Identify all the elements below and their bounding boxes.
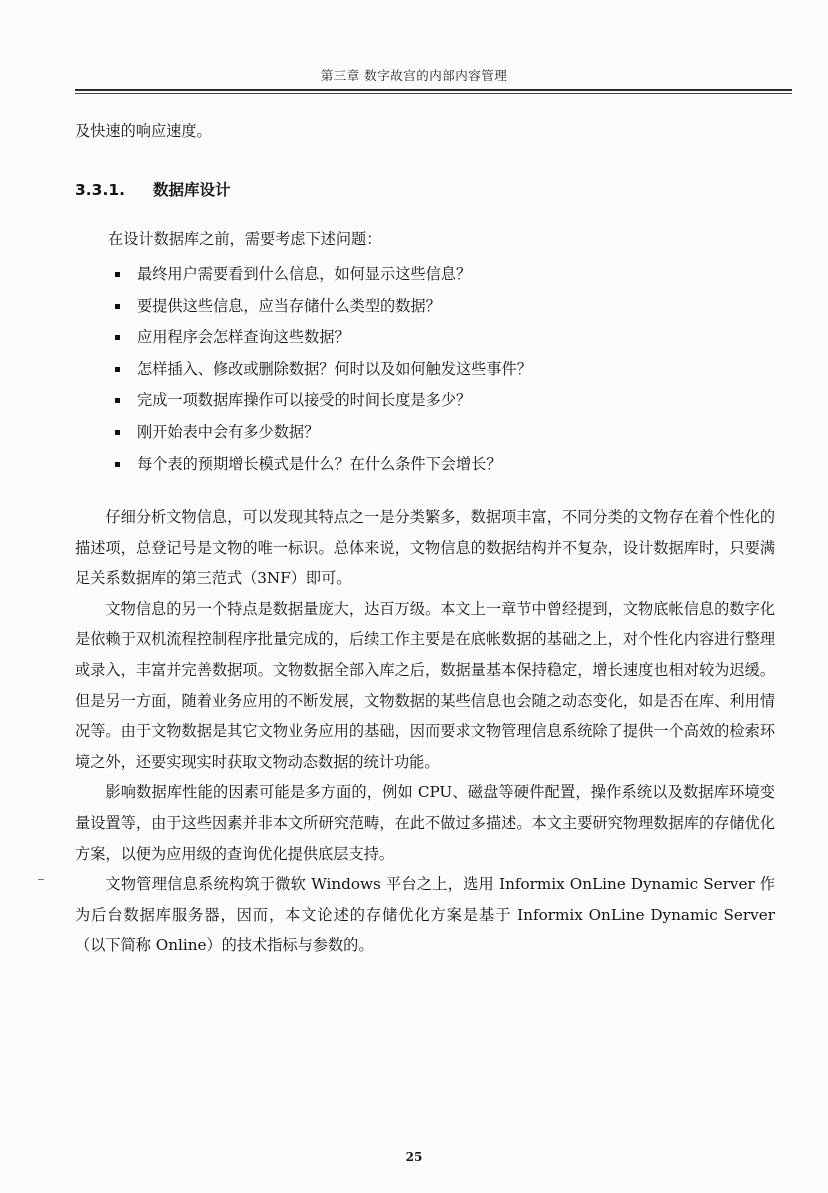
paragraph: 文物信息的另一个特点是数据量庞大，达百万级。本文上一章节中曾经提到，文物底帐信息的数字化是依赖于双机流程控制程序批量完成的，后续工作主要是在底帐数据的基础之上，对个性化内容进行整理或录入，丰富并完善数据项。文物数据全部入库之后，数据量基本保持稳定，增长速度也相对较为迟缓。但是另一方面，随着业务应用的不断发展，文物数据的某些信息也会随之动态变化，如是否在库、利用情况等。由于文物数据是其它文物业务应用的基础，因而要求文物管理信息系统除了提供一个高效的检索环境之外，还要实现实时获取文物动态数据的统计功能。 xyxy=(75,599,775,771)
bullet-icon xyxy=(115,367,120,372)
paragraph: 文物管理信息系统构筑于微软 Windows 平台之上，选用 Informix OnLine Dynamic Server 作为后台数据库服务器，因而，本文论述的存储优化方案是基于 Informix OnLine Dynamic Server（以下简称 Online）的技术指标与参数的。 xyxy=(75,875,775,955)
list-item xyxy=(75,354,532,386)
header-rule-thin xyxy=(75,93,792,94)
page-number: 25 xyxy=(405,1150,423,1164)
running-header: 第三章 数字故宫的内部内容管理 xyxy=(320,68,508,83)
list-item-text: 每个表的预期增长模式是什么？在什么条件下会增长？ xyxy=(137,454,502,473)
paragraph: 影响数据库性能的因素可能是多方面的，例如 CPU、磁盘等硬件配置，操作系统以及数据库环境变量设置等，由于这些因素并非本文所研究范畴，在此不做过多描述。本文主要研究物理数据库的存储优化方案，以便为应用级的查询优化提供底层支持。 xyxy=(75,783,775,863)
list-item-text: 完成一项数据库操作可以接受的时间长度是多少？ xyxy=(137,391,472,410)
bullet-icon xyxy=(115,272,120,277)
list-item xyxy=(75,417,532,449)
list-item xyxy=(75,291,532,323)
bullet-icon xyxy=(115,398,120,403)
bullet-icon xyxy=(115,335,120,340)
question-list xyxy=(75,259,532,480)
section-title: 数据库设计 xyxy=(153,181,231,199)
list-item-text: 应用程序会怎样查询这些数据？ xyxy=(137,328,350,347)
header-rule xyxy=(75,89,792,91)
intro-line: 在设计数据库之前，需要考虑下述问题： xyxy=(108,230,382,248)
bullet-icon xyxy=(115,304,120,309)
paragraph: 仔细分析文物信息，可以发现其特点之一是分类繁多，数据项丰富，不同分类的文物存在着个性化的描述项，总登记号是文物的唯一标识。总体来说，文物信息的数据结构并不复杂，设计数据库时，只要满足关系数据库的第三范式（3NF）即可。 xyxy=(75,508,775,588)
list-item-text: 刚开始表中会有多少数据？ xyxy=(137,422,320,441)
continued-paragraph: 及快速的响应速度。 xyxy=(75,122,212,140)
list-item-text: 怎样插入、修改或删除数据？何时以及如何触发这些事件？ xyxy=(137,359,532,378)
list-item xyxy=(75,322,532,354)
list-item xyxy=(75,259,532,291)
bullet-icon xyxy=(115,462,120,467)
section-heading xyxy=(75,178,231,200)
margin-mark xyxy=(38,879,44,880)
body-paragraphs xyxy=(75,502,775,961)
list-item xyxy=(75,385,532,417)
list-item-text: 要提供这些信息，应当存储什么类型的数据？ xyxy=(137,296,441,315)
list-item-text: 最终用户需要看到什么信息，如何显示这些信息？ xyxy=(137,265,472,283)
bullet-icon xyxy=(115,430,120,435)
section-number: 3.3.1. xyxy=(75,181,126,199)
list-item xyxy=(75,449,532,481)
